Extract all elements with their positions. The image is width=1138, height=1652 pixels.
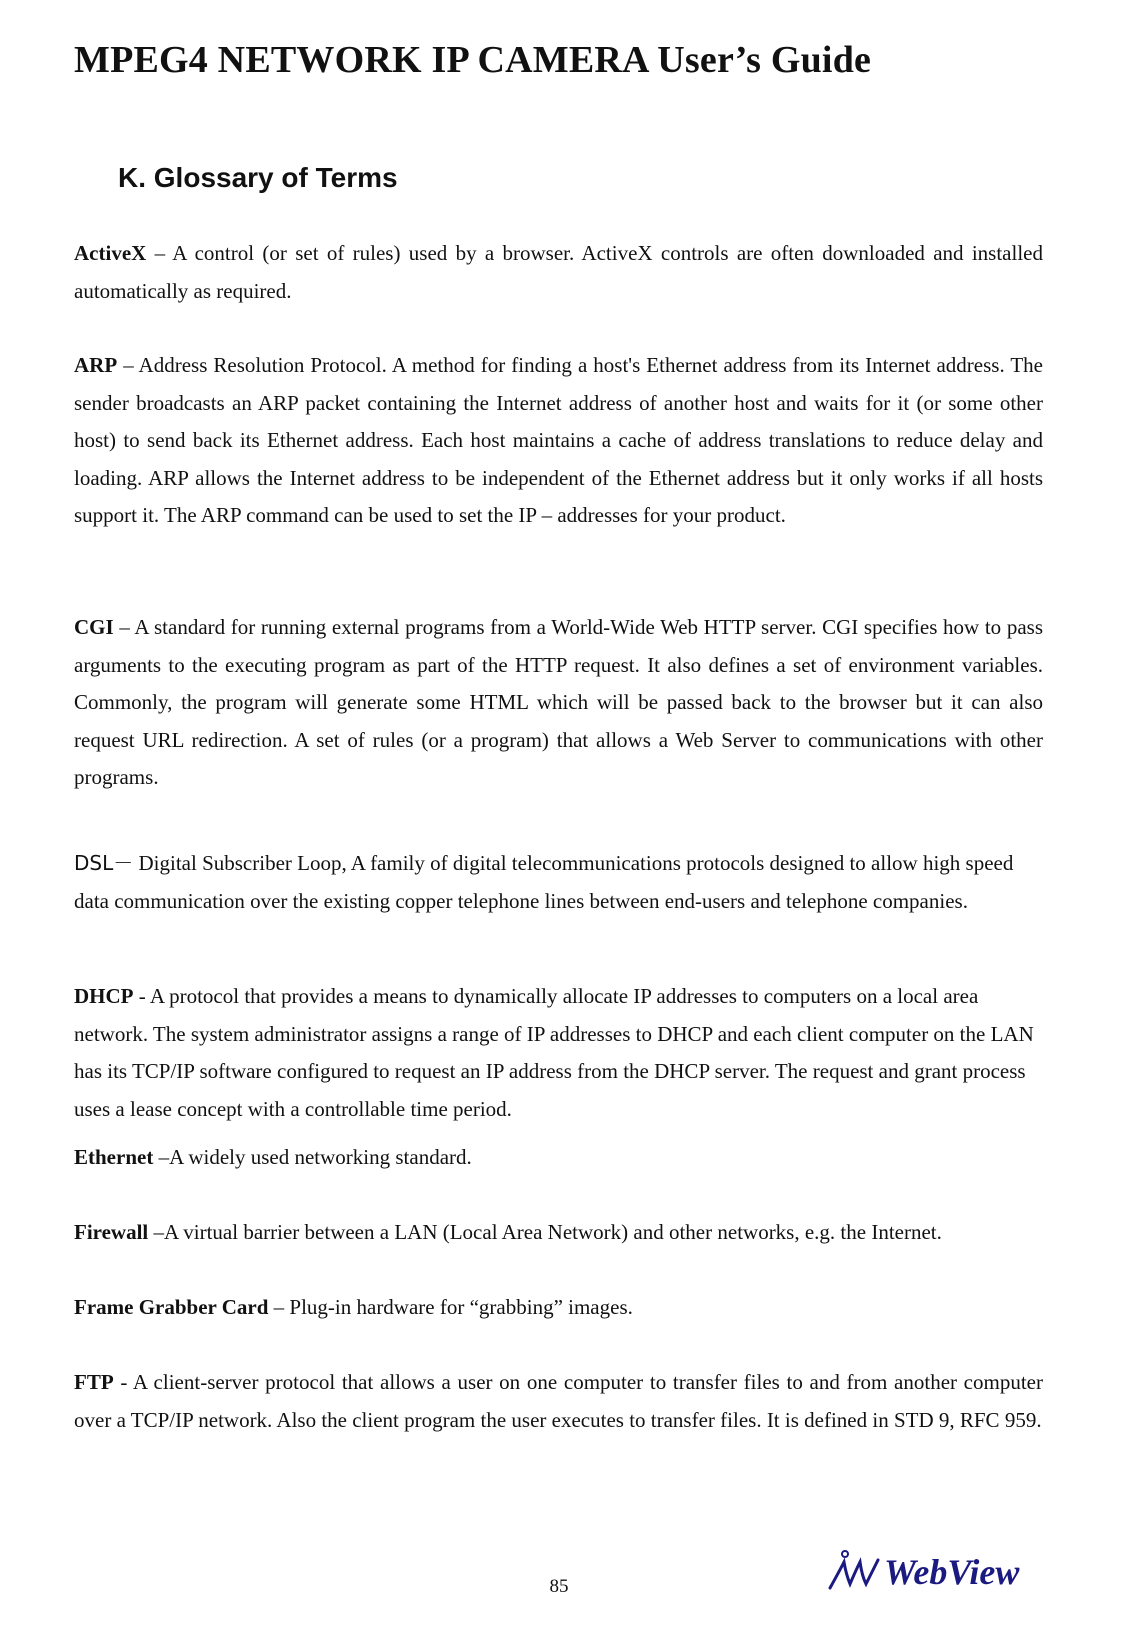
glossary-entry-frame-grabber bbox=[74, 1289, 1043, 1327]
term: Ethernet bbox=[74, 1145, 154, 1169]
glossary-entry-ethernet bbox=[74, 1139, 1043, 1177]
logo-text: WebView bbox=[884, 1552, 1020, 1592]
section-heading: K. Glossary of Terms bbox=[118, 162, 398, 193]
term: CGI bbox=[74, 615, 114, 639]
definition: – A control (or set of rules) used by a browser. ActiveX controls are often downloaded and installed automatically as required. bbox=[74, 241, 1043, 303]
definition: Digital Subscriber Loop, A family of digital telecommunications protocols designed to allow high speed data communication over the existing copper telephone lines between end-users and telephone companies. bbox=[74, 851, 1014, 913]
glossary-entry-cgi bbox=[74, 609, 1043, 797]
term: ActiveX bbox=[74, 241, 147, 265]
term: DSL－ bbox=[74, 851, 134, 875]
term: FTP bbox=[74, 1370, 114, 1394]
page-number: 85 bbox=[549, 1576, 569, 1597]
glossary-entry-ftp bbox=[74, 1364, 1043, 1439]
glossary-entry-dsl bbox=[74, 845, 1014, 920]
definition: – Address Resolution Protocol. A method for finding a host's Ethernet address from its Internet address. The sender broadcasts an ARP packet containing the Internet address of another host and waits for it (or some other host) to send back its Ethernet address. Each host maintains a cache of address translations to reduce delay and loading. ARP allows the Internet address to be independent of the Ethernet address but it only works if all hosts support it. The ARP command can be used to set the IP – addresses for your product. bbox=[74, 353, 1043, 528]
glossary-entry-firewall bbox=[74, 1214, 1043, 1252]
term: DHCP bbox=[74, 984, 134, 1008]
definition: –A virtual barrier between a LAN (Local Area Network) and other networks, e.g. the Internet. bbox=[148, 1220, 942, 1244]
definition: – A standard for running external programs from a World-Wide Web HTTP server. CGI specifies how to pass arguments to the executing program as part of the HTTP request. It also defines a set of environment variables. Commonly, the program will generate some HTML which will be passed back to the browser but it can also request URL redirection. A set of rules (or a program) that allows a Web Server to communications with other programs. bbox=[74, 615, 1043, 790]
term: Firewall bbox=[74, 1220, 149, 1244]
document-title: MPEG4 NETWORK IP CAMERA User’s Guide bbox=[74, 39, 872, 81]
definition: - A protocol that provides a means to dynamically allocate IP addresses to computers on a local area network. The system administrator assigns a range of IP addresses to DHCP and each client computer on the LAN has its TCP/IP software configured to request an IP address from the DHCP server. The request and grant process uses a lease concept with a controllable time period. bbox=[74, 984, 1034, 1121]
term: Frame Grabber Card bbox=[74, 1295, 269, 1319]
term: ARP bbox=[74, 353, 118, 377]
definition: – Plug-in hardware for “grabbing” images. bbox=[268, 1295, 633, 1319]
glossary-entry-activex bbox=[74, 235, 1043, 310]
glossary-entry-dhcp bbox=[74, 978, 1054, 1128]
definition: - A client-server protocol that allows a user on one computer to transfer files to and from another computer over a TCP/IP network. Also the client program the user executes to transfer files. It is defined in STD 9, RFC 959. bbox=[74, 1370, 1043, 1432]
definition: –A widely used networking standard. bbox=[153, 1145, 472, 1169]
webview-logo bbox=[826, 1548, 1046, 1594]
glossary-entry-arp bbox=[74, 347, 1043, 535]
